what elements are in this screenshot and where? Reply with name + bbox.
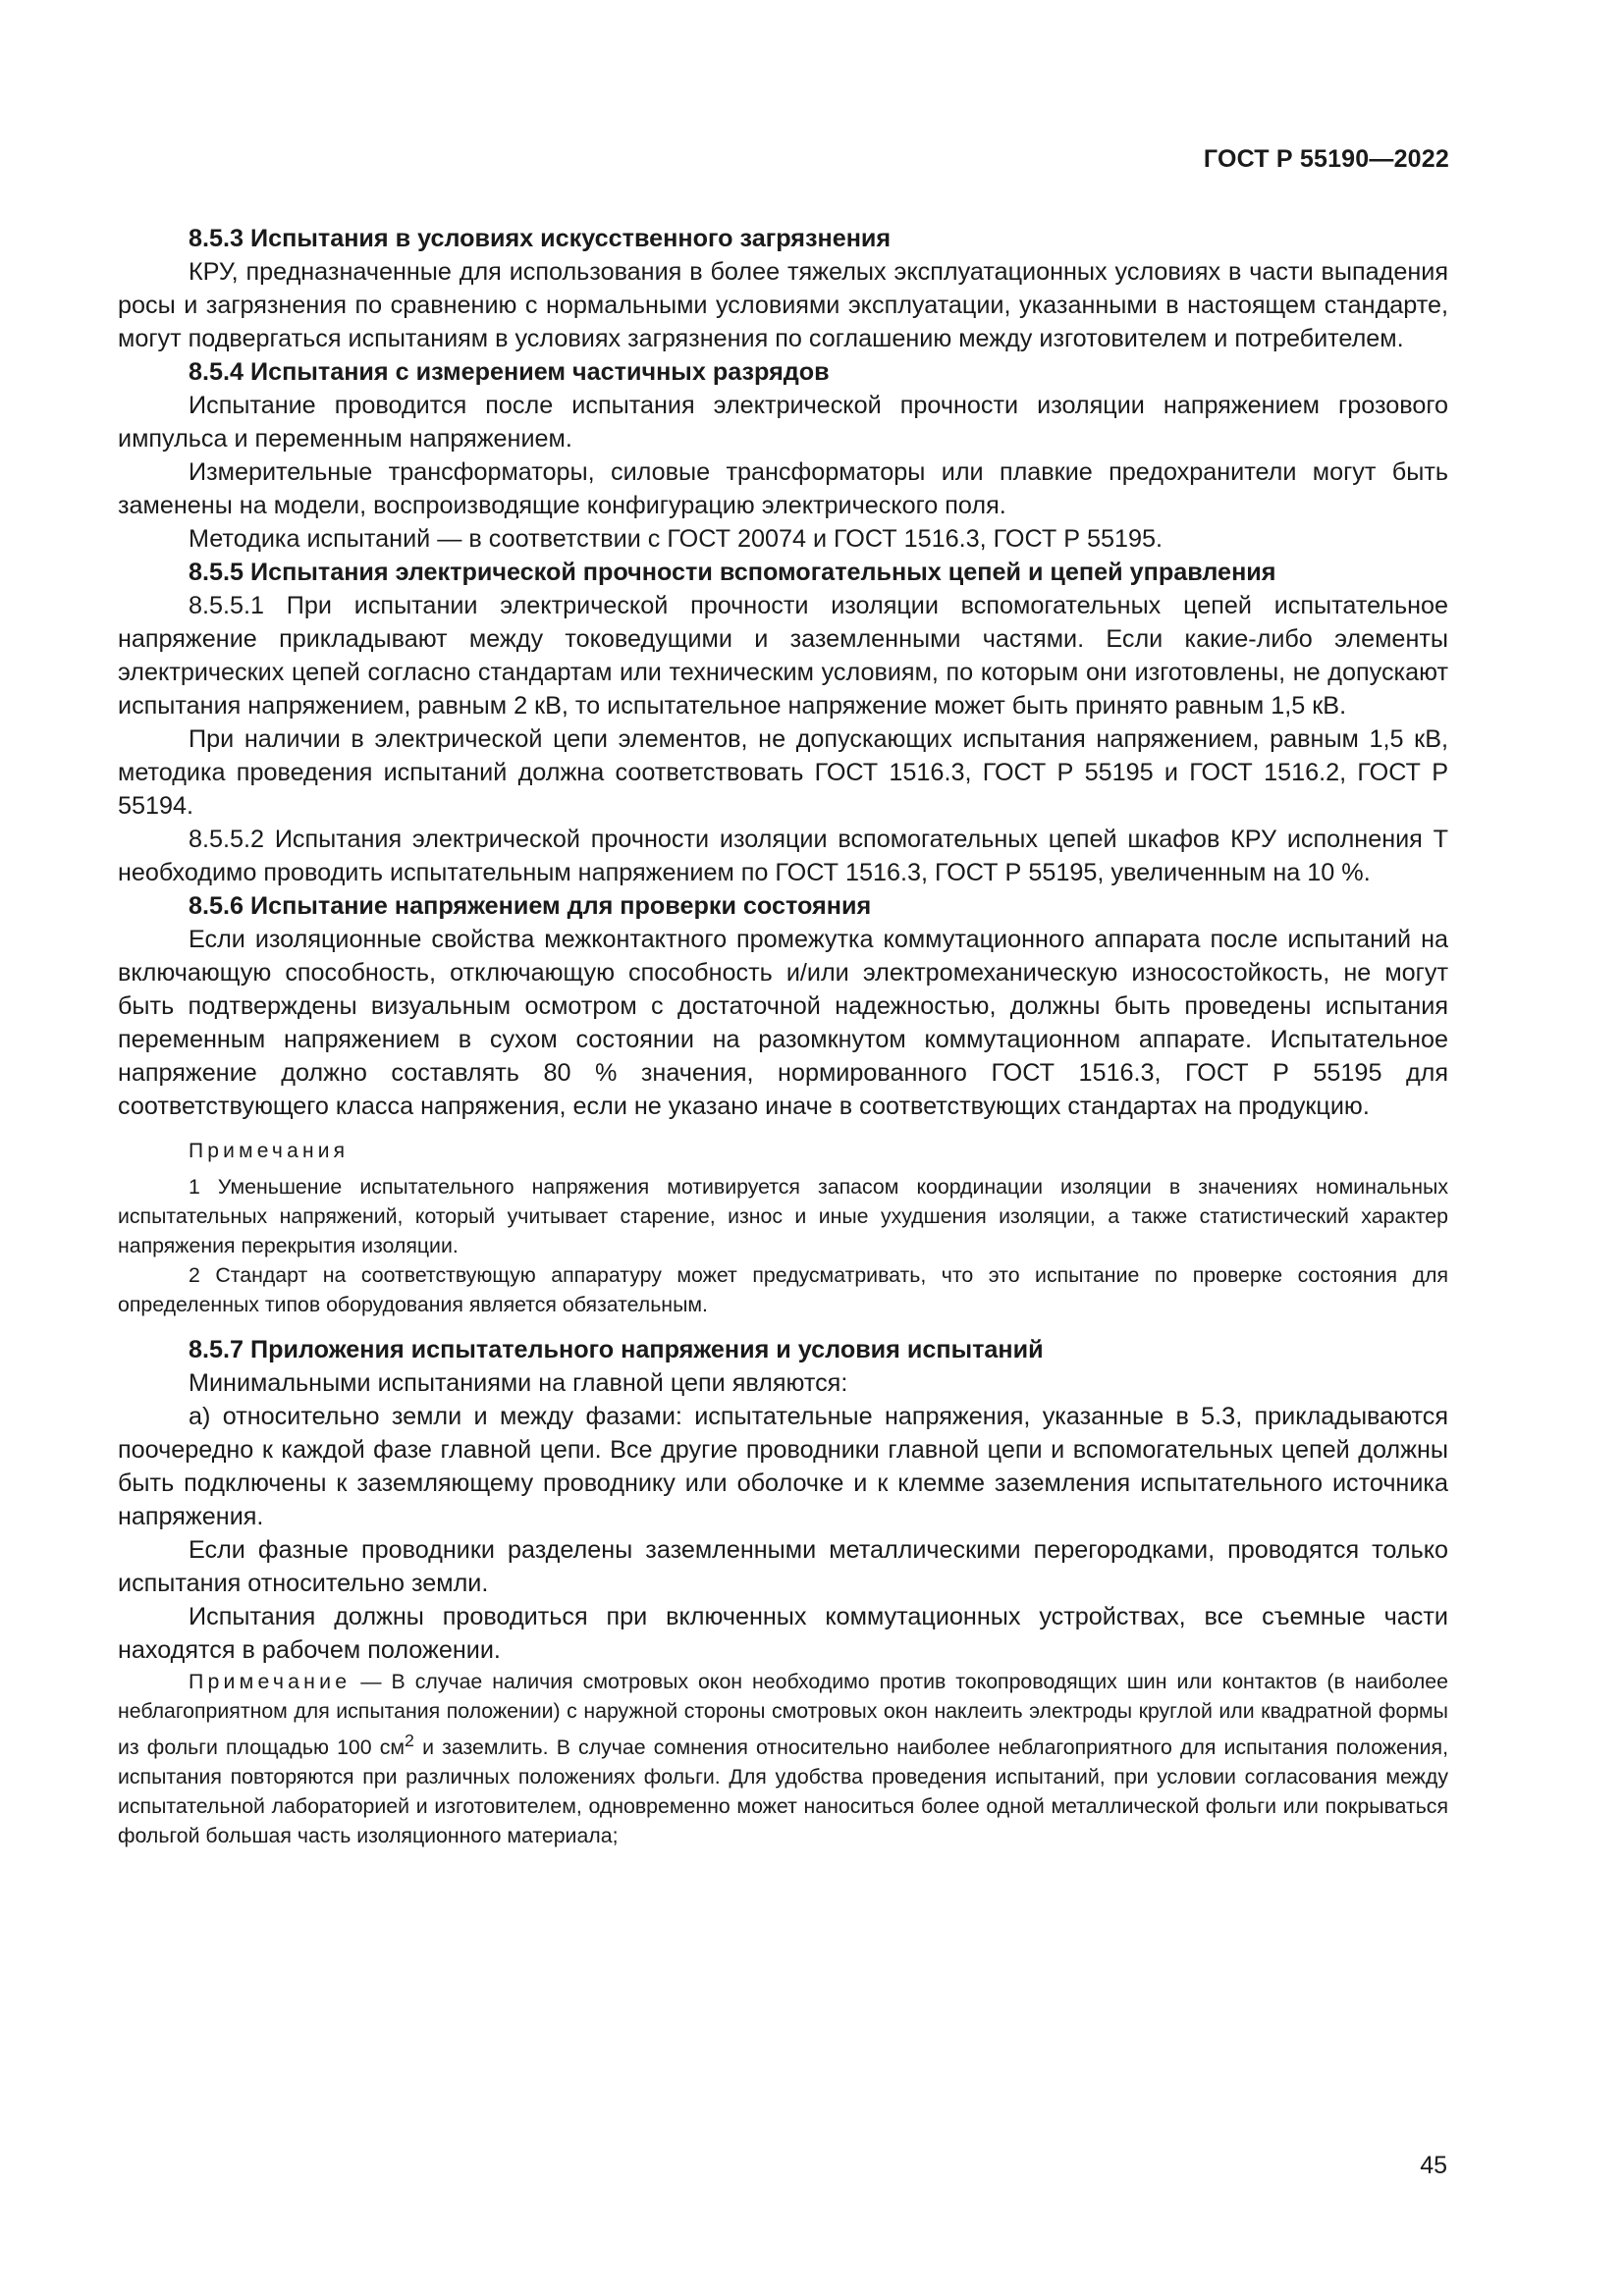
paragraph: Минимальными испытаниями на главной цепи являются: [189, 1369, 848, 1397]
section-8-5-5-title: 8.5.5 Испытания электрической прочности вспомогательных цепей и цепей управления [189, 559, 1276, 586]
page-number: 45 [1420, 2152, 1447, 2179]
section-8-5-4-title: 8.5.4 Испытания с измерением частичных разрядов [189, 358, 830, 386]
spacer [118, 1319, 1448, 1333]
section-8-5-7-title: 8.5.7 Приложения испытательного напряжения и условия испытаний [189, 1336, 1044, 1363]
section-8-5-6-title: 8.5.6 Испытание напряжением для проверки состояния [189, 892, 872, 920]
paragraph: 8.5.5.1 При испытании электрической прочности изоляции вспомогательных цепей испытательное напряжение прикладывают между токоведущими и заземленными частями. Если какие-либо элементы электрических цепей согласно стандартам или техническим условиям, по которым они изготовлены, не допускают испытания напряжением, равным 2 кВ, то испытательное напряжение может быть принято равным 1,5 кВ. [118, 592, 1448, 720]
paragraph: а) относительно земли и между фазами: испытательные напряжения, указанные в 5.3, прикладываются поочередно к каждой фазе главной цепи. Все другие проводники главной цепи и вспомогательных цепей должны быть подключены к заземляющему проводнику или оболочке и к клемме заземления испытательного источника напряжения. [118, 1403, 1448, 1530]
note-item: 1 Уменьшение испытательного напряжения мотивируется запасом координации изоляции в значениях номинальных испытательных напряжений, который учитывает старение, износ и иные ухудшения изоляции, а также статистический характер напряжения перекрытия изоляции. [118, 1175, 1448, 1257]
paragraph: Если фазные проводники разделены заземленными металлическими перегородками, проводятся только испытания относительно земли. [118, 1536, 1448, 1597]
paragraph: Методика испытаний — в соответствии с ГОСТ 20074 и ГОСТ 1516.3, ГОСТ Р 55195. [189, 525, 1164, 553]
paragraph: Если изоляционные свойства межконтактного промежутка коммутационного аппарата после испытаний на включающую способность, отключающую способность и/или электромеханическую износостойкость, не могут быть подтверждены визуальным осмотром с достаточной надежностью, должны быть проведены испытания переменным напряжением в сухом состоянии на разомкнутом коммутационном аппарате. Испытательное напряжение должно составлять 80 % значения, нормированного ГОСТ 1516.3, ГОСТ Р 55195 для соответствующего класса напряжения, если не указано иначе в соответствующих стандартах на продукцию. [118, 926, 1448, 1120]
paragraph: Измерительные трансформаторы, силовые трансформаторы или плавкие предохранители могут быть заменены на модели, воспроизводящие конфигурацию электрического поля. [118, 458, 1448, 519]
superscript: 2 [405, 1731, 414, 1750]
paragraph: 8.5.5.2 Испытания электрической прочности изоляции вспомогательных цепей шкафов КРУ исполнения Т необходимо проводить испытательным напряжением по ГОСТ 1516.3, ГОСТ Р 55195, увеличенным на 10 %. [118, 826, 1448, 886]
paragraph: При наличии в электрической цепи элементов, не допускающих испытания напряжением, равным 1,5 кВ, методика проведения испытаний должна соответствовать ГОСТ 1516.3, ГОСТ Р 55195 и ГОСТ 1516.2, ГОСТ Р 55194. [118, 725, 1448, 820]
page-content [118, 222, 1448, 1850]
note-paragraph [118, 1667, 1448, 1850]
note-label: Примечание [189, 1670, 352, 1693]
document-code: ГОСТ Р 55190—2022 [1203, 145, 1449, 173]
paragraph: Испытание проводится после испытания электрической прочности изоляции напряжением грозового импульса и переменным напряжением. [118, 392, 1448, 453]
note-text-part: — В случае наличия смотровых окон необходимо против токопроводящих шин или контактов (в наиболее неблагоприятном для испытания положении) с наружной стороны смотровых окон наклеить электроды круглой или квадратной формы из фольги площадью 100 см [118, 1670, 1448, 1760]
paragraph: Испытания должны проводиться при включенных коммутационных устройствах, все съемные части находятся в рабочем положении. [118, 1603, 1448, 1664]
note-item: 2 Стандарт на соответствующую аппаратуру может предусматривать, что это испытание по проверке состояния для определенных типов оборудования является обязательным. [118, 1263, 1448, 1316]
paragraph: КРУ, предназначенные для использования в более тяжелых эксплуатационных условиях в части выпадения росы и загрязнения по сравнению с нормальными условиями эксплуатации, указанными в настоящем стандарте, могут подвергаться испытаниям в условиях загрязнения по соглашению между изготовителем и потребителем. [118, 258, 1448, 352]
note-text-part: и заземлить. В случае сомнения относительно наиболее неблагоприятного для испытания положения, испытания повторяются при различных положениях фольги. Для удобства проведения испытаний, при условии согласования между испытательной лабораторией и изготовителем, одновременно может наноситься более одной металлической фольги или покрываться фольгой большая часть изоляционного материала; [118, 1735, 1448, 1848]
section-8-5-3-title: 8.5.3 Испытания в условиях искусственного загрязнения [189, 225, 892, 252]
notes-label: Примечания [189, 1140, 350, 1162]
